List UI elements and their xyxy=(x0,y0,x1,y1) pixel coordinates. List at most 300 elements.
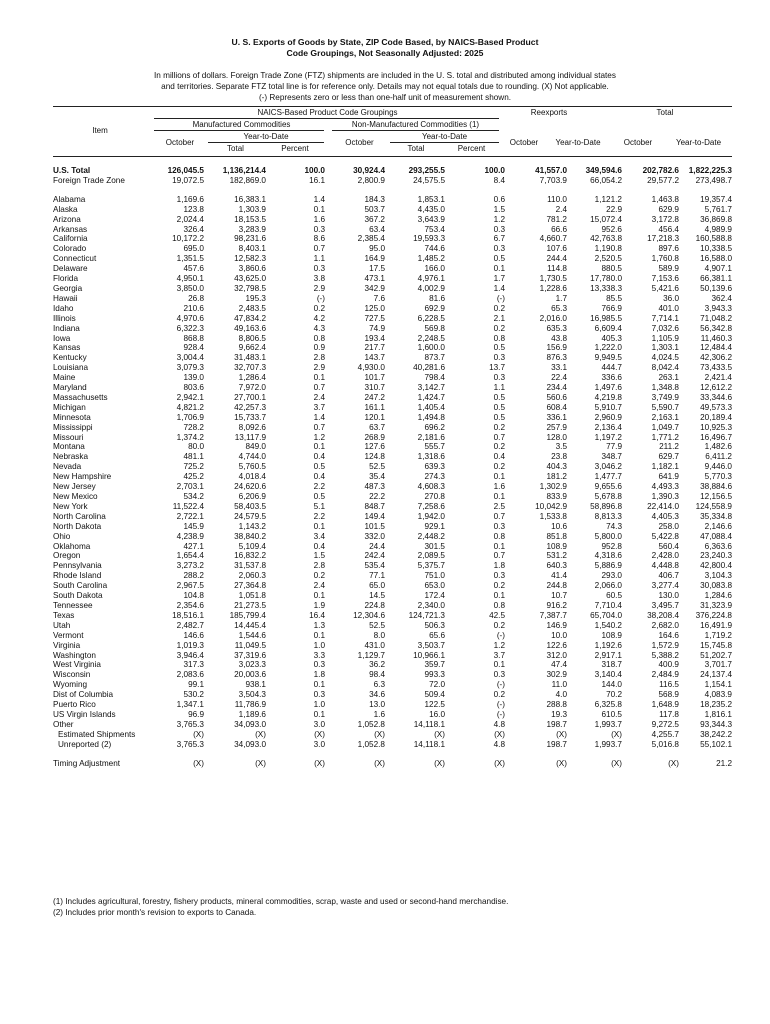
value-cell: 0.3 xyxy=(493,670,505,680)
table-row xyxy=(53,413,732,423)
note-line-1: In millions of dollars. Foreign Trade Zone (FTZ) shipments are included in the U. S. total and distributed among individual states xyxy=(154,71,616,80)
row-label: Foreign Trade Zone xyxy=(53,175,125,185)
value-cell: 22.9 xyxy=(606,204,622,214)
value-cell: 36.2 xyxy=(369,660,385,670)
value-cell: 11,049.5 xyxy=(234,640,266,650)
row-label: Dist of Columbia xyxy=(53,690,114,700)
value-cell: (X) xyxy=(193,758,204,768)
value-cell: 198.7 xyxy=(546,739,567,749)
value-cell: 4,024.5 xyxy=(651,353,679,363)
value-cell: 1,654.4 xyxy=(176,551,204,561)
value-cell: 2,967.5 xyxy=(176,581,204,591)
value-cell: 938.1 xyxy=(245,680,266,690)
value-cell: 34.6 xyxy=(369,690,385,700)
value-cell: 359.7 xyxy=(424,660,445,670)
value-cell: 1.0 xyxy=(313,640,325,650)
value-cell: 6,609.4 xyxy=(594,323,622,333)
value-cell: 0.8 xyxy=(493,600,505,610)
value-cell: 0.3 xyxy=(493,521,505,531)
value-cell: 4,255.7 xyxy=(651,729,679,739)
value-cell: 288.2 xyxy=(183,571,204,581)
value-cell: 2,136.4 xyxy=(594,422,622,432)
value-cell: 4,435.0 xyxy=(417,204,445,214)
value-cell: 66.6 xyxy=(551,224,567,234)
value-cell: 16,496.7 xyxy=(700,432,732,442)
value-cell: 317.3 xyxy=(183,660,204,670)
value-cell: 164.9 xyxy=(364,254,385,264)
value-cell: 1,052.8 xyxy=(357,719,385,729)
value-cell: 2,722.1 xyxy=(176,511,204,521)
value-cell: 0.2 xyxy=(493,303,505,313)
value-cell: 127.6 xyxy=(364,442,385,452)
table-row xyxy=(53,651,732,661)
table-row xyxy=(53,254,732,264)
value-cell: (X) xyxy=(556,758,567,768)
value-cell: 3.8 xyxy=(313,274,325,284)
value-cell: 610.5 xyxy=(601,709,622,719)
row-label: Wisconsin xyxy=(53,670,91,680)
value-cell: 0.6 xyxy=(493,194,505,204)
value-cell: 2,483.5 xyxy=(238,303,266,313)
value-cell: 10,172.2 xyxy=(172,234,204,244)
value-cell: 38,242.2 xyxy=(700,729,732,739)
value-cell: 0.5 xyxy=(493,412,505,422)
value-cell: 0.1 xyxy=(313,630,325,640)
value-cell: 0.4 xyxy=(313,541,325,551)
table-row xyxy=(53,215,732,225)
value-cell: 1,189.6 xyxy=(238,709,266,719)
value-cell: 0.1 xyxy=(493,492,505,501)
title-line-1: U. S. Exports of Goods by State, ZIP Code Based, by NAICS-Based Product xyxy=(231,37,539,47)
value-cell: 1,136,214.4 xyxy=(222,166,266,175)
value-cell: 3,503.7 xyxy=(417,640,445,650)
value-cell: 952.6 xyxy=(601,224,622,234)
value-cell: 161.1 xyxy=(364,402,385,412)
value-cell: 31,483.1 xyxy=(234,353,266,363)
value-cell: 0.3 xyxy=(313,660,325,670)
value-cell: 916.2 xyxy=(546,600,567,610)
value-cell: (-) xyxy=(496,293,505,303)
value-cell: 270.8 xyxy=(424,492,445,501)
value-cell: 695.0 xyxy=(183,244,204,254)
value-cell: 4,821.2 xyxy=(176,402,204,412)
value-cell: 0.2 xyxy=(493,442,505,452)
value-cell: 0.1 xyxy=(313,709,325,719)
row-label: North Dakota xyxy=(53,521,102,531)
value-cell: (X) xyxy=(193,729,204,739)
value-cell: 5.1 xyxy=(313,501,325,511)
value-cell: 274.3 xyxy=(424,472,445,482)
table-row xyxy=(53,551,732,561)
value-cell: 405.3 xyxy=(601,333,622,343)
value-cell: 7,032.6 xyxy=(651,323,679,333)
value-cell: (X) xyxy=(494,729,505,739)
value-cell: 18,516.1 xyxy=(172,610,204,620)
value-cell: 15,733.7 xyxy=(234,412,266,422)
value-cell: 993.3 xyxy=(424,670,445,680)
value-cell: 1,730.5 xyxy=(539,274,567,284)
value-cell: 1,121.2 xyxy=(594,194,622,204)
value-cell: 5,422.8 xyxy=(651,531,679,541)
value-cell: 43,625.0 xyxy=(234,274,266,284)
value-cell: 2,083.6 xyxy=(176,670,204,680)
table-row xyxy=(53,442,732,452)
value-cell: 301.5 xyxy=(424,541,445,551)
row-label: Utah xyxy=(53,620,71,630)
value-cell: 32,798.5 xyxy=(234,283,266,293)
header-nonmfg-ytd-rule xyxy=(390,142,499,143)
value-cell: 803.6 xyxy=(183,383,204,393)
value-cell: 2,484.9 xyxy=(651,670,679,680)
value-cell: 15,745.8 xyxy=(700,640,732,650)
value-cell: 30,924.4 xyxy=(353,166,385,175)
value-cell: 5,800.0 xyxy=(594,531,622,541)
value-cell: 156.9 xyxy=(546,343,567,353)
header-nonmanufactured-rule xyxy=(332,130,499,131)
value-cell: 1,600.0 xyxy=(417,343,445,353)
value-cell: 2,385.4 xyxy=(357,234,385,244)
value-cell: 6,206.9 xyxy=(238,492,266,501)
value-cell: 0.4 xyxy=(313,472,325,482)
row-label: Massachusetts xyxy=(53,392,108,402)
value-cell: 1.4 xyxy=(313,194,325,204)
value-cell: 0.3 xyxy=(493,353,505,363)
value-cell: 4,405.3 xyxy=(651,511,679,521)
value-cell: 7,153.6 xyxy=(651,274,679,284)
header-bottom-rule xyxy=(53,156,732,157)
value-cell: 0.3 xyxy=(313,224,325,234)
spacer-cell xyxy=(53,186,732,195)
value-cell: 2.4 xyxy=(313,392,325,402)
value-cell: 4,083.9 xyxy=(704,690,732,700)
value-cell: 1,154.1 xyxy=(704,680,732,690)
value-cell: 481.1 xyxy=(183,452,204,462)
value-cell: 6.3 xyxy=(373,680,385,690)
value-cell: 0.1 xyxy=(313,442,325,452)
value-cell: 728.2 xyxy=(183,422,204,432)
value-cell: 24.4 xyxy=(369,541,385,551)
value-cell: 14.5 xyxy=(369,591,385,601)
value-cell: 47.4 xyxy=(551,660,567,670)
value-cell: 58,403.5 xyxy=(234,501,266,511)
row-label: Alaska xyxy=(53,204,78,214)
header-reexports: Reexports xyxy=(530,108,568,117)
value-cell: 2,800.9 xyxy=(357,175,385,185)
value-cell: 8.0 xyxy=(373,630,385,640)
value-cell: 36.0 xyxy=(663,293,679,303)
value-cell: 1,284.6 xyxy=(704,591,732,601)
row-label: Arizona xyxy=(53,214,81,224)
value-cell: 535.4 xyxy=(364,561,385,571)
value-cell: 224.8 xyxy=(364,600,385,610)
value-cell: 4,907.1 xyxy=(704,264,732,274)
value-cell: 65.3 xyxy=(551,303,567,313)
value-cell: 58,896.8 xyxy=(590,501,622,511)
value-cell: 1,197.2 xyxy=(594,432,622,442)
header-mfg-ytd-total: Total xyxy=(227,144,244,153)
row-label: Iowa xyxy=(53,333,71,343)
value-cell: 1,303.9 xyxy=(238,204,266,214)
value-cell: 0.4 xyxy=(493,452,505,462)
header-nonmanufactured: Non-Manufactured Commodities (1) xyxy=(351,120,480,129)
value-cell: 34,093.0 xyxy=(234,739,266,749)
value-cell: 0.2 xyxy=(493,620,505,630)
value-cell: 258.0 xyxy=(658,521,679,531)
table-row xyxy=(53,601,732,611)
value-cell: 24,579.5 xyxy=(234,511,266,521)
value-cell: 3.0 xyxy=(313,739,325,749)
value-cell: 14,118.1 xyxy=(413,719,445,729)
value-cell: 77.1 xyxy=(369,571,385,581)
row-label: Colorado xyxy=(53,244,87,254)
value-cell: 5,678.8 xyxy=(594,492,622,501)
value-cell: 1,169.6 xyxy=(176,194,204,204)
row-label: Minnesota xyxy=(53,412,91,422)
value-cell: 5,109.4 xyxy=(238,541,266,551)
value-cell: 0.2 xyxy=(493,422,505,432)
value-cell: 181.2 xyxy=(546,472,567,482)
value-cell: 2,682.0 xyxy=(651,620,679,630)
header-nonmfg-october: October xyxy=(345,138,374,147)
table-row xyxy=(53,759,732,769)
value-cell: 12,304.6 xyxy=(353,610,385,620)
value-cell: 1,190.8 xyxy=(594,244,622,254)
table-row xyxy=(53,225,732,235)
value-cell: 108.9 xyxy=(601,630,622,640)
table-row xyxy=(53,542,732,552)
value-cell: 3.5 xyxy=(555,442,567,452)
value-cell: 503.7 xyxy=(364,204,385,214)
value-cell: 1,497.6 xyxy=(594,383,622,393)
value-cell: 3,104.3 xyxy=(704,571,732,581)
value-cell: 116.5 xyxy=(659,680,679,690)
value-cell: 96.9 xyxy=(188,709,204,719)
value-cell: 3,701.7 xyxy=(704,660,732,670)
value-cell: 6,228.5 xyxy=(417,313,445,323)
value-cell: 4,318.6 xyxy=(594,551,622,561)
value-cell: 5,760.5 xyxy=(238,462,266,472)
value-cell: 1,540.2 xyxy=(594,620,622,630)
value-cell: 1,019.3 xyxy=(176,640,204,650)
value-cell: 487.3 xyxy=(364,482,385,492)
value-cell: 33.1 xyxy=(551,363,567,373)
value-cell: 4.8 xyxy=(493,739,505,749)
value-cell: 1.6 xyxy=(313,214,325,224)
value-cell: 560.6 xyxy=(546,392,567,402)
table-row xyxy=(53,720,732,730)
value-cell: 3.0 xyxy=(313,719,325,729)
table-row xyxy=(53,660,732,670)
value-cell: 2.8 xyxy=(313,353,325,363)
value-cell: 2,024.4 xyxy=(176,214,204,224)
value-cell: 234.4 xyxy=(546,383,567,393)
value-cell: 13,338.3 xyxy=(590,283,622,293)
value-cell: 23.8 xyxy=(551,452,567,462)
table-row xyxy=(53,363,732,373)
value-cell: 19,357.4 xyxy=(700,194,732,204)
value-cell: 1,222.0 xyxy=(594,343,622,353)
value-cell: 122.5 xyxy=(424,700,445,710)
table-row xyxy=(53,383,732,393)
value-cell: 555.7 xyxy=(424,442,445,452)
table-row xyxy=(53,314,732,324)
value-cell: 753.4 xyxy=(424,224,445,234)
value-cell: 41,557.0 xyxy=(535,166,567,175)
value-cell: 108.9 xyxy=(546,541,567,551)
table-row xyxy=(53,274,732,284)
value-cell: 2,146.6 xyxy=(704,521,732,531)
value-cell: 11,460.3 xyxy=(700,333,732,343)
table-row xyxy=(53,591,732,601)
header-mfg-ytd-rule xyxy=(208,142,324,143)
value-cell: 74.3 xyxy=(606,521,622,531)
value-cell: 268.9 xyxy=(364,432,385,442)
table-row xyxy=(53,502,732,512)
value-cell: 0.7 xyxy=(313,244,325,254)
value-cell: 0.5 xyxy=(493,402,505,412)
value-cell: 0.1 xyxy=(493,472,505,482)
row-label: Maryland xyxy=(53,383,87,393)
value-cell: 4,970.6 xyxy=(176,313,204,323)
row-label: Mississippi xyxy=(53,422,93,432)
value-cell: 14,445.4 xyxy=(234,620,266,630)
value-cell: 1.5 xyxy=(313,551,325,561)
value-cell: 640.3 xyxy=(546,561,567,571)
value-cell: 3,850.0 xyxy=(176,283,204,293)
value-cell: 55,102.1 xyxy=(700,739,732,749)
value-cell: 16.4 xyxy=(309,610,325,620)
value-cell: 110.0 xyxy=(547,194,567,204)
exports-table xyxy=(53,166,732,768)
value-cell: 47,834.2 xyxy=(234,313,266,323)
row-label: Idaho xyxy=(53,303,74,313)
value-cell: 569.8 xyxy=(424,323,445,333)
header-naics-rule xyxy=(154,118,499,119)
value-cell: 29,577.2 xyxy=(647,175,679,185)
row-label: Illinois xyxy=(53,313,76,323)
value-cell: 336.6 xyxy=(601,373,622,383)
value-cell: 4,219.8 xyxy=(594,392,622,402)
row-label: Kansas xyxy=(53,343,81,353)
value-cell: (-) xyxy=(496,630,505,640)
table-row xyxy=(53,532,732,542)
value-cell: 37,319.6 xyxy=(234,650,266,660)
value-cell: 288.8 xyxy=(546,700,567,710)
value-cell: 217.7 xyxy=(364,343,385,353)
value-cell: 0.3 xyxy=(313,690,325,700)
table-row xyxy=(53,631,732,641)
value-cell: 244.4 xyxy=(546,254,567,264)
value-cell: 36,869.8 xyxy=(700,214,732,224)
value-cell: 80.0 xyxy=(188,442,204,452)
value-cell: 1.6 xyxy=(493,482,505,492)
value-cell: 16,832.2 xyxy=(234,551,266,561)
value-cell: 2,482.7 xyxy=(176,620,204,630)
table-row xyxy=(53,195,732,205)
row-label: Connecticut xyxy=(53,254,97,264)
table-row xyxy=(53,621,732,631)
value-cell: 18,235.2 xyxy=(700,700,732,710)
row-label: Texas xyxy=(53,610,75,620)
value-cell: 10,966.1 xyxy=(413,650,445,660)
value-cell: 101.7 xyxy=(364,373,385,383)
value-cell: 11,786.9 xyxy=(234,700,266,710)
row-label: Other xyxy=(53,719,74,729)
header-mfg-ytd-percent: Percent xyxy=(281,144,309,153)
value-cell: (X) xyxy=(668,758,679,768)
footnote-1: (1) Includes agricultural, forestry, fishery products, mineral commodities, scrap, waste and used or second-hand merchandise. xyxy=(53,897,509,906)
value-cell: 24,620.6 xyxy=(234,482,266,492)
value-cell: 185,799.4 xyxy=(229,610,266,620)
value-cell: 72.0 xyxy=(429,680,445,690)
value-cell: 4,930.0 xyxy=(357,363,385,373)
value-cell: 2,248.5 xyxy=(417,333,445,343)
value-cell: 5,910.7 xyxy=(594,402,622,412)
value-cell: 7,972.0 xyxy=(238,383,266,393)
value-cell: 1.7 xyxy=(493,274,505,284)
table-row xyxy=(53,423,732,433)
value-cell: 0.8 xyxy=(493,333,505,343)
value-cell: 1.4 xyxy=(493,283,505,293)
spacer-cell xyxy=(53,750,732,759)
value-cell: 1,424.7 xyxy=(417,392,445,402)
value-cell: 727.5 xyxy=(364,313,385,323)
value-cell: 107.6 xyxy=(546,244,567,254)
value-cell: 66,054.2 xyxy=(590,175,622,185)
value-cell: 66,381.1 xyxy=(700,274,732,284)
value-cell: 0.1 xyxy=(493,541,505,551)
row-label: Ohio xyxy=(53,531,71,541)
value-cell: 24,137.4 xyxy=(700,670,732,680)
value-cell: 1,477.7 xyxy=(594,472,622,482)
value-cell: 1,390.3 xyxy=(651,492,679,501)
table-row xyxy=(53,690,732,700)
table-row xyxy=(53,294,732,304)
value-cell: 24,575.5 xyxy=(413,175,445,185)
row-label: Hawaii xyxy=(53,293,78,303)
value-cell: 873.7 xyxy=(424,353,445,363)
value-cell: 5,886.9 xyxy=(594,561,622,571)
value-cell: 17,780.0 xyxy=(590,274,622,284)
header-total: Total xyxy=(656,108,674,117)
row-label: Alabama xyxy=(53,194,86,204)
value-cell: (X) xyxy=(255,758,266,768)
row-label: New Mexico xyxy=(53,492,98,501)
table-row xyxy=(53,492,732,502)
header-total-ytd: Year-to-Date xyxy=(675,138,722,147)
value-cell: 7,703.9 xyxy=(539,175,567,185)
value-cell: 1.1 xyxy=(313,254,325,264)
value-cell: 1,648.9 xyxy=(651,700,679,710)
value-cell: 0.2 xyxy=(493,462,505,472)
row-label: Florida xyxy=(53,274,79,284)
value-cell: 123.8 xyxy=(183,204,204,214)
row-label: New Hampshire xyxy=(53,472,112,482)
value-cell: 22.2 xyxy=(369,492,385,501)
value-cell: 5,375.7 xyxy=(417,561,445,571)
table-row xyxy=(53,373,732,383)
value-cell: 0.3 xyxy=(493,224,505,234)
value-cell: 3.4 xyxy=(313,531,325,541)
value-cell: 21,273.5 xyxy=(234,600,266,610)
value-cell: 1,302.9 xyxy=(539,482,567,492)
value-cell: 5,770.3 xyxy=(704,472,732,482)
value-cell: 4.0 xyxy=(555,690,567,700)
value-cell: 35,334.8 xyxy=(700,511,732,521)
value-cell: 0.3 xyxy=(313,264,325,274)
header-nonmfg-ytd-percent: Percent xyxy=(457,144,486,153)
value-cell: 16,383.1 xyxy=(234,194,266,204)
